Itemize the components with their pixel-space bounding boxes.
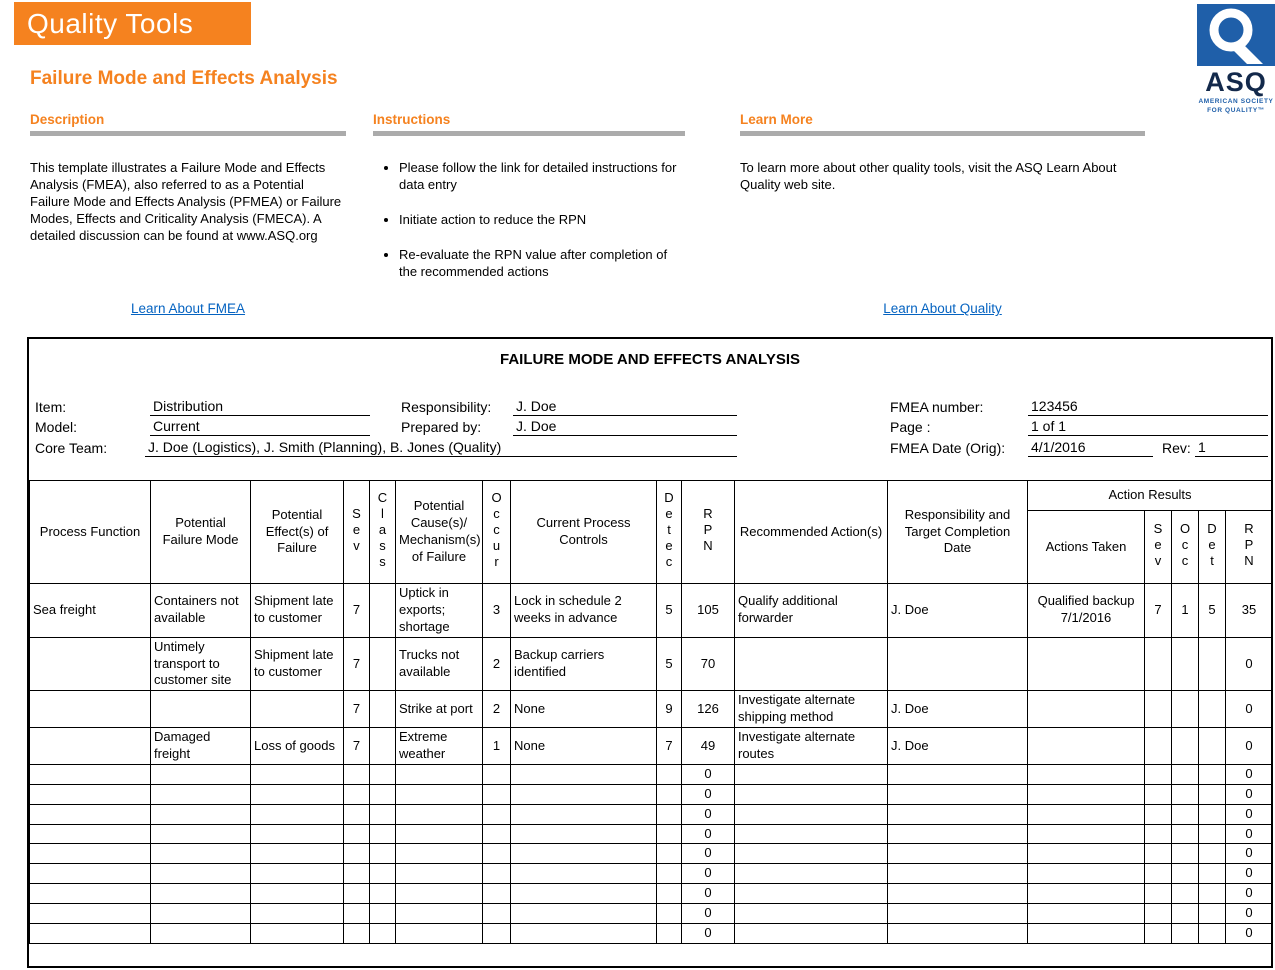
fmea-info-header bbox=[29, 397, 1271, 480]
cell-sev[interactable] bbox=[344, 784, 370, 804]
table-row bbox=[30, 728, 1273, 765]
cell-responsibility[interactable] bbox=[888, 784, 1028, 804]
quality-tools-banner bbox=[14, 2, 251, 45]
cell-effects[interactable] bbox=[251, 691, 344, 728]
cell-action-occ[interactable] bbox=[1172, 844, 1199, 864]
instructions-section bbox=[373, 112, 685, 327]
cell-failure-mode[interactable]: Containers not available bbox=[151, 584, 251, 638]
cell-actions-taken[interactable] bbox=[1028, 864, 1145, 884]
cell-action-rpn[interactable]: 0 bbox=[1226, 784, 1273, 804]
description-divider bbox=[30, 131, 346, 136]
col-effects: Potential Effect(s) of Failure bbox=[251, 481, 344, 584]
col-action-occ: Occ bbox=[1172, 511, 1199, 584]
col-actions-taken: Actions Taken bbox=[1028, 511, 1145, 584]
responsibility-value[interactable]: J. Doe bbox=[513, 397, 737, 416]
learn-about-fmea-link[interactable]: Learn About FMEA bbox=[130, 301, 246, 316]
table-row bbox=[30, 637, 1273, 691]
col-action-results: Action Results bbox=[1028, 481, 1273, 511]
cell-detec[interactable] bbox=[657, 924, 682, 944]
cell-action-sev[interactable] bbox=[1145, 804, 1172, 824]
cell-causes[interactable]: Strike at port bbox=[396, 691, 483, 728]
fmea-date-value[interactable]: 4/1/2016 bbox=[1028, 438, 1153, 457]
rev-value[interactable]: 1 bbox=[1195, 438, 1268, 457]
instruction-bullet: • Please follow the link for detailed instructions for data entry bbox=[399, 160, 685, 194]
cell-recommended-action[interactable]: Qualify additional forwarder bbox=[735, 584, 888, 638]
cell-detec[interactable] bbox=[657, 864, 682, 884]
cell-responsibility[interactable] bbox=[888, 924, 1028, 944]
cell-occur[interactable] bbox=[483, 824, 511, 844]
cell-actions-taken[interactable]: Qualified backup 7/1/2016 bbox=[1028, 584, 1145, 638]
fmea-table-title: FAILURE MODE AND EFFECTS ANALYSIS bbox=[499, 351, 801, 368]
cell-detec[interactable] bbox=[657, 884, 682, 904]
model-value[interactable]: Current bbox=[150, 417, 370, 436]
cell-detec[interactable] bbox=[657, 784, 682, 804]
cell-action-occ[interactable] bbox=[1172, 784, 1199, 804]
cell-action-rpn[interactable]: 0 bbox=[1226, 844, 1273, 864]
cell-recommended-action[interactable]: Investigate alternate shipping method bbox=[735, 691, 888, 728]
cell-action-sev[interactable] bbox=[1145, 764, 1172, 784]
core-team-label: Core Team: bbox=[35, 440, 108, 456]
cell-action-det[interactable] bbox=[1199, 824, 1226, 844]
cell-occur[interactable] bbox=[483, 884, 511, 904]
cell-actions-taken[interactable] bbox=[1028, 804, 1145, 824]
cell-detec[interactable] bbox=[657, 904, 682, 924]
cell-detec[interactable]: 7 bbox=[657, 728, 682, 765]
cell-causes[interactable]: Uptick in exports; shortage bbox=[396, 584, 483, 638]
cell-actions-taken[interactable] bbox=[1028, 764, 1145, 784]
table-row bbox=[30, 904, 1273, 924]
page-title: Failure Mode and Effects Analysis bbox=[30, 68, 338, 89]
cell-sev[interactable] bbox=[344, 864, 370, 884]
cell-failure-mode[interactable] bbox=[151, 924, 251, 944]
responsibility-label: Responsibility: bbox=[401, 399, 492, 415]
cell-failure-mode[interactable] bbox=[151, 864, 251, 884]
col-causes: Potential Cause(s)/ Mechanism(s) of Failure bbox=[396, 481, 483, 584]
cell-failure-mode[interactable] bbox=[151, 884, 251, 904]
cell-process-function[interactable] bbox=[30, 784, 151, 804]
cell-effects[interactable]: Loss of goods bbox=[251, 728, 344, 765]
cell-rpn[interactable]: 0 bbox=[682, 804, 735, 824]
item-value[interactable]: Distribution bbox=[150, 397, 370, 416]
col-responsibility: Responsibility and Target Completion Date bbox=[888, 481, 1028, 584]
fmea-number-value[interactable]: 123456 bbox=[1028, 397, 1268, 416]
cell-recommended-action[interactable] bbox=[735, 924, 888, 944]
learn-more-heading: Learn More bbox=[740, 112, 813, 127]
model-label: Model: bbox=[35, 419, 78, 435]
cell-class[interactable] bbox=[370, 864, 396, 884]
cell-effects[interactable] bbox=[251, 924, 344, 944]
cell-sev[interactable]: 7 bbox=[344, 637, 370, 691]
cell-action-det[interactable] bbox=[1199, 904, 1226, 924]
cell-responsibility[interactable] bbox=[888, 824, 1028, 844]
cell-actions-taken[interactable] bbox=[1028, 784, 1145, 804]
cell-actions-taken[interactable] bbox=[1028, 691, 1145, 728]
cell-sev[interactable] bbox=[344, 764, 370, 784]
cell-effects[interactable] bbox=[251, 784, 344, 804]
cell-controls[interactable]: None bbox=[511, 728, 657, 765]
cell-action-det[interactable] bbox=[1199, 844, 1226, 864]
cell-controls[interactable] bbox=[511, 784, 657, 804]
cell-effects[interactable] bbox=[251, 864, 344, 884]
fmea-table-body bbox=[30, 584, 1273, 944]
cell-rpn[interactable]: 70 bbox=[682, 637, 735, 691]
cell-controls[interactable] bbox=[511, 804, 657, 824]
cell-causes[interactable] bbox=[396, 804, 483, 824]
col-detec: Detec bbox=[657, 481, 682, 584]
fmea-table bbox=[29, 480, 1273, 944]
description-body: This template illustrates a Failure Mode and Effects Analysis (FMEA), also referred to as a Potential Failure Mode and Effects Analysis (PFMEA) or Failure Modes, Effects and Criticality Analysis (FMECA). A detailed discussion can be found at www.ASQ.org bbox=[30, 160, 342, 243]
cell-controls[interactable]: None bbox=[511, 691, 657, 728]
page-value[interactable]: 1 of 1 bbox=[1028, 417, 1268, 436]
cell-action-occ[interactable]: 1 bbox=[1172, 584, 1199, 638]
cell-failure-mode[interactable] bbox=[151, 764, 251, 784]
cell-class[interactable] bbox=[370, 728, 396, 765]
cell-recommended-action[interactable] bbox=[735, 764, 888, 784]
cell-action-det[interactable] bbox=[1199, 637, 1226, 691]
cell-process-function[interactable] bbox=[30, 764, 151, 784]
cell-controls[interactable] bbox=[511, 864, 657, 884]
cell-rpn[interactable]: 0 bbox=[682, 764, 735, 784]
cell-detec[interactable] bbox=[657, 844, 682, 864]
cell-occur[interactable]: 3 bbox=[483, 584, 511, 638]
cell-actions-taken[interactable] bbox=[1028, 884, 1145, 904]
cell-recommended-action[interactable]: Investigate alternate routes bbox=[735, 728, 888, 765]
learn-more-body: To learn more about other quality tools, visit the ASQ Learn About Quality web site. bbox=[740, 160, 1117, 192]
cell-failure-mode[interactable]: Damaged freight bbox=[151, 728, 251, 765]
learn-more-divider bbox=[740, 131, 1145, 136]
instruction-bullet: • Initiate action to reduce the RPN bbox=[399, 212, 685, 229]
cell-action-occ[interactable] bbox=[1172, 904, 1199, 924]
cell-action-sev[interactable] bbox=[1145, 637, 1172, 691]
cell-action-sev[interactable] bbox=[1145, 904, 1172, 924]
cell-action-det[interactable] bbox=[1199, 924, 1226, 944]
col-occur: Occur bbox=[483, 481, 511, 584]
asq-logo bbox=[1196, 4, 1275, 115]
banner-title: Quality Tools bbox=[27, 7, 194, 39]
cell-occur[interactable] bbox=[483, 864, 511, 884]
table-row bbox=[30, 691, 1273, 728]
cell-controls[interactable] bbox=[511, 884, 657, 904]
cell-responsibility[interactable]: J. Doe bbox=[888, 691, 1028, 728]
cell-sev[interactable] bbox=[344, 844, 370, 864]
cell-action-sev[interactable] bbox=[1145, 844, 1172, 864]
rev-label: Rev: bbox=[1162, 440, 1191, 456]
cell-class[interactable] bbox=[370, 784, 396, 804]
table-row bbox=[30, 784, 1273, 804]
col-class: Class bbox=[370, 481, 396, 584]
cell-detec[interactable] bbox=[657, 824, 682, 844]
cell-action-occ[interactable] bbox=[1172, 864, 1199, 884]
cell-occur[interactable] bbox=[483, 764, 511, 784]
cell-action-rpn[interactable]: 0 bbox=[1226, 904, 1273, 924]
col-sev: Sev bbox=[344, 481, 370, 584]
cell-action-rpn[interactable]: 0 bbox=[1226, 884, 1273, 904]
cell-action-sev[interactable] bbox=[1145, 884, 1172, 904]
cell-class[interactable] bbox=[370, 884, 396, 904]
cell-class[interactable] bbox=[370, 637, 396, 691]
cell-process-function[interactable] bbox=[30, 804, 151, 824]
cell-effects[interactable] bbox=[251, 884, 344, 904]
cell-action-sev[interactable] bbox=[1145, 864, 1172, 884]
cell-causes[interactable] bbox=[396, 864, 483, 884]
col-rpn: RPN bbox=[682, 481, 735, 584]
cell-causes[interactable] bbox=[396, 824, 483, 844]
cell-recommended-action[interactable] bbox=[735, 864, 888, 884]
cell-responsibility[interactable] bbox=[888, 844, 1028, 864]
cell-actions-taken[interactable] bbox=[1028, 844, 1145, 864]
cell-effects[interactable] bbox=[251, 804, 344, 824]
cell-occur[interactable]: 2 bbox=[483, 637, 511, 691]
cell-controls[interactable] bbox=[511, 904, 657, 924]
cell-sev[interactable] bbox=[344, 824, 370, 844]
cell-occur[interactable] bbox=[483, 924, 511, 944]
cell-class[interactable] bbox=[370, 904, 396, 924]
cell-failure-mode[interactable] bbox=[151, 844, 251, 864]
table-row bbox=[30, 924, 1273, 944]
cell-action-det[interactable] bbox=[1199, 884, 1226, 904]
cell-responsibility[interactable] bbox=[888, 864, 1028, 884]
cell-action-det[interactable]: 5 bbox=[1199, 584, 1226, 638]
cell-class[interactable] bbox=[370, 844, 396, 864]
cell-process-function[interactable] bbox=[30, 884, 151, 904]
cell-action-rpn[interactable]: 0 bbox=[1226, 924, 1273, 944]
table-row bbox=[30, 804, 1273, 824]
cell-action-sev[interactable] bbox=[1145, 824, 1172, 844]
cell-rpn[interactable]: 0 bbox=[682, 904, 735, 924]
learn-about-quality-link[interactable]: Learn About Quality bbox=[883, 301, 1002, 316]
cell-causes[interactable]: Extreme weather bbox=[396, 728, 483, 765]
cell-action-sev[interactable] bbox=[1145, 784, 1172, 804]
cell-occur[interactable]: 1 bbox=[483, 728, 511, 765]
cell-sev[interactable] bbox=[344, 904, 370, 924]
cell-detec[interactable]: 5 bbox=[657, 584, 682, 638]
cell-causes[interactable] bbox=[396, 904, 483, 924]
cell-causes[interactable] bbox=[396, 884, 483, 904]
cell-process-function[interactable] bbox=[30, 728, 151, 765]
col-action-rpn: RPN bbox=[1226, 511, 1273, 584]
table-row bbox=[30, 864, 1273, 884]
item-label: Item: bbox=[35, 399, 67, 415]
cell-failure-mode[interactable] bbox=[151, 804, 251, 824]
cell-occur[interactable] bbox=[483, 904, 511, 924]
cell-recommended-action[interactable] bbox=[735, 844, 888, 864]
cell-action-occ[interactable] bbox=[1172, 637, 1199, 691]
cell-action-det[interactable] bbox=[1199, 691, 1226, 728]
page-label: Page : bbox=[890, 419, 931, 435]
cell-effects[interactable] bbox=[251, 904, 344, 924]
cell-responsibility[interactable] bbox=[888, 804, 1028, 824]
cell-process-function[interactable] bbox=[30, 691, 151, 728]
cell-action-rpn[interactable]: 0 bbox=[1226, 637, 1273, 691]
cell-effects[interactable]: Shipment late to customer bbox=[251, 584, 344, 638]
table-row bbox=[30, 584, 1273, 638]
cell-recommended-action[interactable] bbox=[735, 884, 888, 904]
cell-controls[interactable] bbox=[511, 924, 657, 944]
asq-tagline: AMERICAN SOCIETY FOR QUALITY™ bbox=[1198, 98, 1274, 114]
cell-action-det[interactable] bbox=[1199, 804, 1226, 824]
cell-effects[interactable] bbox=[251, 824, 344, 844]
cell-process-function[interactable]: Sea freight bbox=[30, 584, 151, 638]
table-row bbox=[30, 764, 1273, 784]
cell-actions-taken[interactable] bbox=[1028, 637, 1145, 691]
table-row bbox=[30, 844, 1273, 864]
cell-sev[interactable]: 7 bbox=[344, 584, 370, 638]
cell-failure-mode[interactable]: Untimely transport to customer site bbox=[151, 637, 251, 691]
cell-action-rpn[interactable]: 0 bbox=[1226, 824, 1273, 844]
cell-class[interactable] bbox=[370, 824, 396, 844]
cell-process-function[interactable] bbox=[30, 904, 151, 924]
cell-process-function[interactable] bbox=[30, 924, 151, 944]
fmea-sheet bbox=[27, 337, 1273, 968]
cell-effects[interactable] bbox=[251, 844, 344, 864]
cell-recommended-action[interactable] bbox=[735, 784, 888, 804]
cell-rpn[interactable]: 0 bbox=[682, 864, 735, 884]
cell-action-occ[interactable] bbox=[1172, 764, 1199, 784]
instructions-divider bbox=[373, 131, 685, 136]
cell-responsibility[interactable]: J. Doe bbox=[888, 728, 1028, 765]
cell-action-rpn[interactable]: 0 bbox=[1226, 864, 1273, 884]
cell-actions-taken[interactable] bbox=[1028, 904, 1145, 924]
cell-action-occ[interactable] bbox=[1172, 728, 1199, 765]
cell-process-function[interactable] bbox=[30, 824, 151, 844]
cell-action-sev[interactable] bbox=[1145, 924, 1172, 944]
cell-sev[interactable]: 7 bbox=[344, 691, 370, 728]
cell-causes[interactable]: Trucks not available bbox=[396, 637, 483, 691]
cell-process-function[interactable] bbox=[30, 844, 151, 864]
cell-causes[interactable] bbox=[396, 844, 483, 864]
col-failure-mode: Potential Failure Mode bbox=[151, 481, 251, 584]
cell-action-det[interactable] bbox=[1199, 864, 1226, 884]
prepared-by-label: Prepared by: bbox=[401, 419, 482, 435]
prepared-by-value[interactable]: J. Doe bbox=[513, 417, 737, 436]
cell-recommended-action[interactable] bbox=[735, 904, 888, 924]
cell-sev[interactable] bbox=[344, 884, 370, 904]
cell-occur[interactable] bbox=[483, 844, 511, 864]
cell-action-occ[interactable] bbox=[1172, 924, 1199, 944]
cell-action-occ[interactable] bbox=[1172, 804, 1199, 824]
cell-detec[interactable] bbox=[657, 764, 682, 784]
cell-action-sev[interactable] bbox=[1145, 728, 1172, 765]
table-row bbox=[30, 884, 1273, 904]
cell-sev[interactable] bbox=[344, 924, 370, 944]
cell-failure-mode[interactable] bbox=[151, 691, 251, 728]
cell-controls[interactable] bbox=[511, 764, 657, 784]
cell-detec[interactable]: 5 bbox=[657, 637, 682, 691]
cell-sev[interactable]: 7 bbox=[344, 728, 370, 765]
col-action-sev: Sev bbox=[1145, 511, 1172, 584]
description-heading: Description bbox=[30, 112, 105, 127]
cell-sev[interactable] bbox=[344, 804, 370, 824]
cell-causes[interactable] bbox=[396, 924, 483, 944]
core-team-value[interactable]: J. Doe (Logistics), J. Smith (Planning), B. Jones (Quality) bbox=[145, 438, 737, 457]
cell-recommended-action[interactable] bbox=[735, 824, 888, 844]
instruction-bullet: • Re-evaluate the RPN value after completion of the recommended actions bbox=[399, 247, 685, 281]
cell-action-det[interactable] bbox=[1199, 784, 1226, 804]
cell-rpn[interactable]: 105 bbox=[682, 584, 735, 638]
col-recommended-action: Recommended Action(s) bbox=[735, 481, 888, 584]
cell-rpn[interactable]: 0 bbox=[682, 924, 735, 944]
cell-action-rpn[interactable]: 0 bbox=[1226, 804, 1273, 824]
cell-process-function[interactable] bbox=[30, 637, 151, 691]
cell-responsibility[interactable] bbox=[888, 884, 1028, 904]
cell-class[interactable] bbox=[370, 584, 396, 638]
cell-occur[interactable] bbox=[483, 804, 511, 824]
asq-q-icon bbox=[1197, 4, 1275, 66]
instructions-heading: Instructions bbox=[373, 112, 451, 127]
cell-occur[interactable] bbox=[483, 784, 511, 804]
fmea-date-label: FMEA Date (Orig): bbox=[890, 440, 1006, 456]
cell-class[interactable] bbox=[370, 691, 396, 728]
cell-rpn[interactable]: 126 bbox=[682, 691, 735, 728]
cell-responsibility[interactable] bbox=[888, 764, 1028, 784]
cell-failure-mode[interactable] bbox=[151, 784, 251, 804]
cell-class[interactable] bbox=[370, 924, 396, 944]
cell-failure-mode[interactable] bbox=[151, 904, 251, 924]
cell-action-rpn[interactable]: 35 bbox=[1226, 584, 1273, 638]
col-action-det: Det bbox=[1199, 511, 1226, 584]
cell-class[interactable] bbox=[370, 764, 396, 784]
cell-recommended-action[interactable] bbox=[735, 804, 888, 824]
cell-process-function[interactable] bbox=[30, 864, 151, 884]
cell-effects[interactable]: Shipment late to customer bbox=[251, 637, 344, 691]
cell-rpn[interactable]: 0 bbox=[682, 884, 735, 904]
description-section bbox=[30, 112, 346, 327]
cell-rpn[interactable]: 0 bbox=[682, 824, 735, 844]
cell-action-rpn[interactable]: 0 bbox=[1226, 764, 1273, 784]
cell-detec[interactable]: 9 bbox=[657, 691, 682, 728]
table-row bbox=[30, 824, 1273, 844]
cell-action-rpn[interactable]: 0 bbox=[1226, 691, 1273, 728]
cell-causes[interactable] bbox=[396, 764, 483, 784]
cell-responsibility[interactable] bbox=[888, 637, 1028, 691]
cell-effects[interactable] bbox=[251, 764, 344, 784]
cell-controls[interactable] bbox=[511, 844, 657, 864]
cell-controls[interactable] bbox=[511, 824, 657, 844]
cell-rpn[interactable]: 0 bbox=[682, 844, 735, 864]
cell-failure-mode[interactable] bbox=[151, 824, 251, 844]
cell-controls[interactable]: Backup carriers identified bbox=[511, 637, 657, 691]
cell-action-sev[interactable] bbox=[1145, 691, 1172, 728]
cell-actions-taken[interactable] bbox=[1028, 728, 1145, 765]
cell-actions-taken[interactable] bbox=[1028, 924, 1145, 944]
cell-responsibility[interactable]: J. Doe bbox=[888, 584, 1028, 638]
cell-responsibility[interactable] bbox=[888, 904, 1028, 924]
cell-action-occ[interactable] bbox=[1172, 691, 1199, 728]
cell-action-det[interactable] bbox=[1199, 764, 1226, 784]
cell-detec[interactable] bbox=[657, 804, 682, 824]
cell-actions-taken[interactable] bbox=[1028, 824, 1145, 844]
cell-causes[interactable] bbox=[396, 784, 483, 804]
cell-action-occ[interactable] bbox=[1172, 824, 1199, 844]
col-controls: Current Process Controls bbox=[511, 481, 657, 584]
cell-class[interactable] bbox=[370, 804, 396, 824]
instructions-list bbox=[373, 160, 685, 280]
cell-controls[interactable]: Lock in schedule 2 weeks in advance bbox=[511, 584, 657, 638]
cell-recommended-action[interactable] bbox=[735, 637, 888, 691]
cell-occur[interactable]: 2 bbox=[483, 691, 511, 728]
cell-action-rpn[interactable]: 0 bbox=[1226, 728, 1273, 765]
asq-wordmark: ASQ bbox=[1205, 67, 1267, 97]
col-process-function: Process Function bbox=[30, 481, 151, 584]
fmea-number-label: FMEA number: bbox=[890, 399, 984, 415]
cell-rpn[interactable]: 0 bbox=[682, 784, 735, 804]
cell-action-sev[interactable]: 7 bbox=[1145, 584, 1172, 638]
cell-action-occ[interactable] bbox=[1172, 884, 1199, 904]
cell-rpn[interactable]: 49 bbox=[682, 728, 735, 765]
learn-more-section bbox=[740, 112, 1145, 327]
cell-action-det[interactable] bbox=[1199, 728, 1226, 765]
